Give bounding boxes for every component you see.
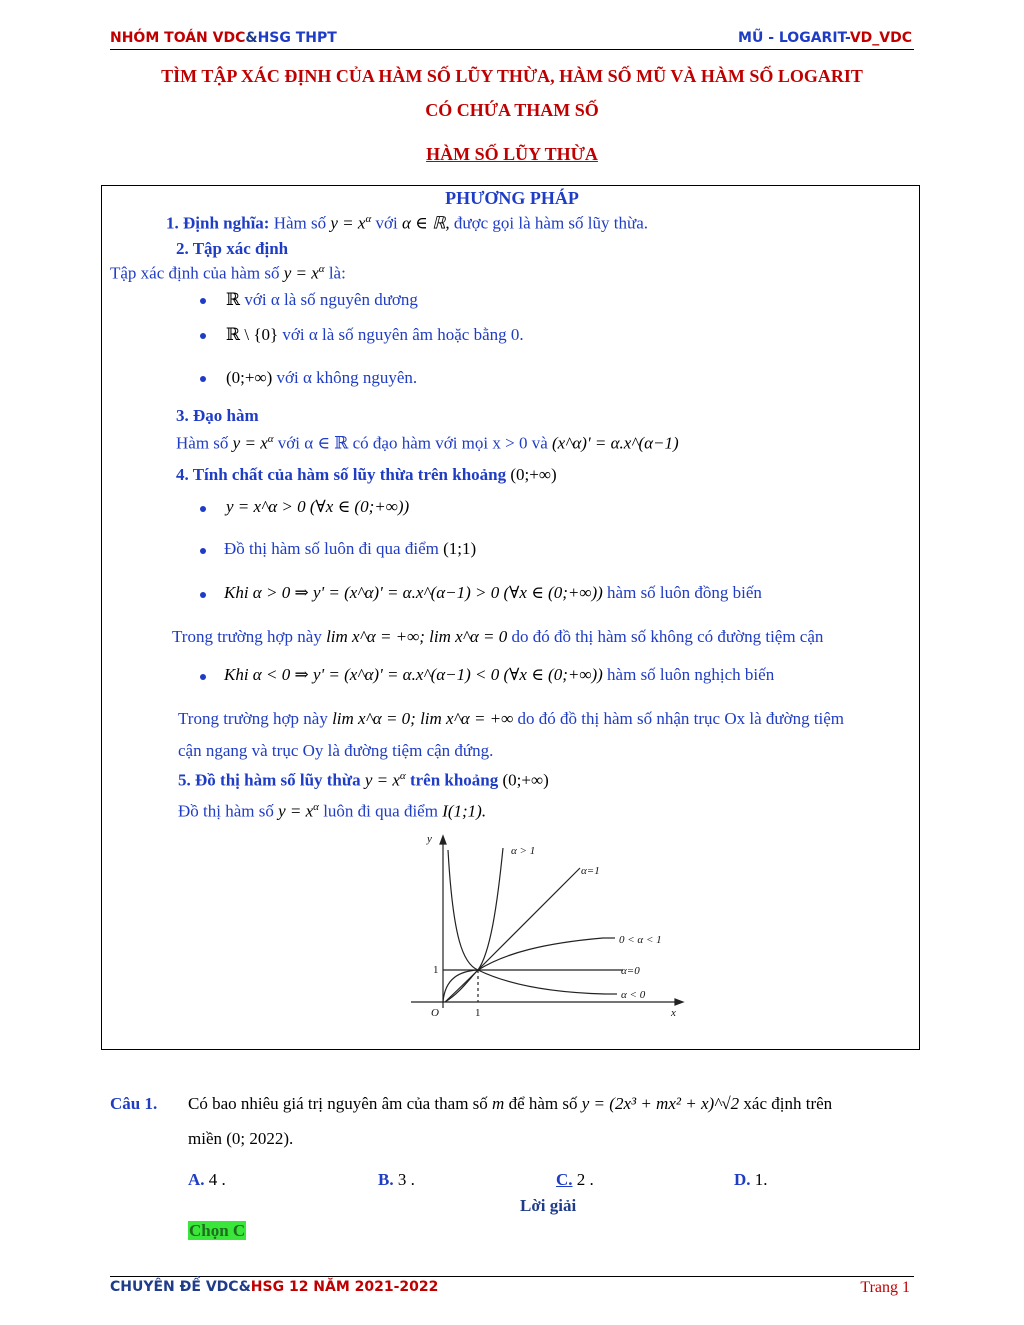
header-left: NHÓM TOÁN VDC&HSG THPT	[110, 30, 337, 46]
y-axis-label: y	[427, 833, 432, 845]
label-alpha-between: 0 < α < 1	[619, 934, 662, 946]
bullet-dot	[200, 592, 206, 598]
footer-left: CHUYÊN ĐỀ VDC&HSG 12 NĂM 2021-2022	[110, 1279, 439, 1295]
power-function-graph	[405, 828, 695, 1024]
property-positive: y = x^α > 0 (∀x ∈ (0;+∞))	[226, 497, 410, 516]
option-b[interactable]: B. 3 .	[378, 1170, 415, 1189]
option-c[interactable]: C. 2 .	[556, 1170, 594, 1189]
label-alpha-zero: α=0	[621, 965, 640, 977]
solution-heading: Lời giải	[520, 1196, 577, 1215]
bullet-dot	[200, 548, 206, 554]
page-title-line2: CÓ CHỨA THAM SỐ	[425, 100, 599, 120]
origin-label: O	[431, 1007, 439, 1019]
y-axis-arrow	[440, 836, 446, 844]
limit-paragraph-2: Trong trường hợp này lim x^α = 0; lim x^α = +∞ do đó đồ thị hàm số nhận trục Ox là đường tiệm	[178, 709, 845, 728]
x-axis-arrow	[675, 999, 683, 1005]
page-number: Trang 1	[860, 1279, 910, 1296]
domain-case-3: (0;+∞) với α không nguyên.	[226, 368, 418, 387]
graph-heading: 5. Đồ thị hàm số lũy thừa $y = x^\alpha$ trên khoảng (0;+∞)	[178, 770, 549, 790]
question-label: Câu 1.	[110, 1094, 158, 1113]
header-right: MŨ - LOGARIT-VD_VDC	[738, 30, 912, 46]
section-title: HÀM SỐ LŨY THỪA	[426, 144, 598, 164]
option-d[interactable]: D. 1.	[734, 1170, 768, 1189]
header-rule	[110, 49, 914, 50]
property-decreasing: Khi α < 0 ⇒ y' = (x^α)' = α.x^(α−1) < 0 (∀x ∈ (0;+∞)) hàm số luôn nghịch biến	[224, 665, 775, 684]
page-title-line1: TÌM TẬP XÁC ĐỊNH CỦA HÀM SỐ LŨY THỪA, HÀM SỐ MŨ VÀ HÀM SỐ LOGARIT	[161, 66, 863, 86]
bullet-dot	[200, 506, 206, 512]
bullet-dot	[200, 674, 206, 680]
domain-case-2: ℝ \ {0} với α là số nguyên âm hoặc bằng 0.	[226, 325, 524, 344]
question-text: Có bao nhiêu giá trị nguyên âm của tham số m để hàm số y = (2x³ + mx² + x)^√2 xác định trên	[188, 1094, 833, 1113]
domain-case-1: ℝ với α là số nguyên dương	[226, 290, 418, 309]
property-heading: 4. Tính chất của hàm số lũy thừa trên khoảng (0;+∞)	[176, 465, 557, 484]
question-text-cont: miền (0; 2022).	[188, 1129, 294, 1148]
property-increasing: Khi α > 0 ⇒ y' = (x^α)' = α.x^(α−1) > 0 (∀x ∈ (0;+∞)) hàm số luôn đồng biến	[224, 583, 762, 602]
tick-y-1: 1	[433, 964, 439, 976]
label-alpha-greater: α > 1	[511, 845, 536, 857]
tick-x-1: 1	[475, 1007, 481, 1019]
label-alpha-negative: α < 0	[621, 989, 646, 1001]
bullet-dot	[200, 333, 206, 339]
answer-badge: Chọn C	[189, 1221, 246, 1240]
domain-intro: Tập xác định của hàm số $y = x^\alpha$ là:	[110, 263, 346, 283]
method-heading: PHƯƠNG PHÁP	[445, 188, 579, 208]
bullet-dot	[200, 298, 206, 304]
label-alpha-one: α=1	[581, 865, 600, 877]
derivative-line: Hàm số $y = x^\alpha$ với α ∈ ℝ có đạo hàm với mọi x > 0 và (x^α)' = α.x^(α−1)	[176, 433, 679, 453]
limit-paragraph-2-cont: cận ngang và trục Oy là đường tiệm cận đứng.	[178, 741, 494, 760]
graph-text: Đồ thị hàm số $y = x^\alpha$ luôn đi qua điểm I(1;1).	[178, 801, 487, 821]
definition-line: 1. Định nghĩa: Hàm số $y = x^\alpha$ với α ∈ ℝ, được gọi là hàm số lũy thừa.	[166, 213, 649, 233]
property-point: Đồ thị hàm số luôn đi qua điểm (1;1)	[224, 539, 477, 558]
limit-paragraph-1: Trong trường hợp này lim x^α = +∞; lim x^α = 0 do đó đồ thị hàm số không có đường tiệm cận	[172, 627, 824, 646]
bullet-dot	[200, 376, 206, 382]
domain-heading: 2. Tập xác định	[176, 239, 289, 258]
x-axis-label: x	[671, 1007, 676, 1019]
option-a[interactable]: A. 4 .	[188, 1170, 226, 1189]
footer-rule	[110, 1276, 914, 1277]
derivative-heading: 3. Đạo hàm	[176, 406, 259, 425]
